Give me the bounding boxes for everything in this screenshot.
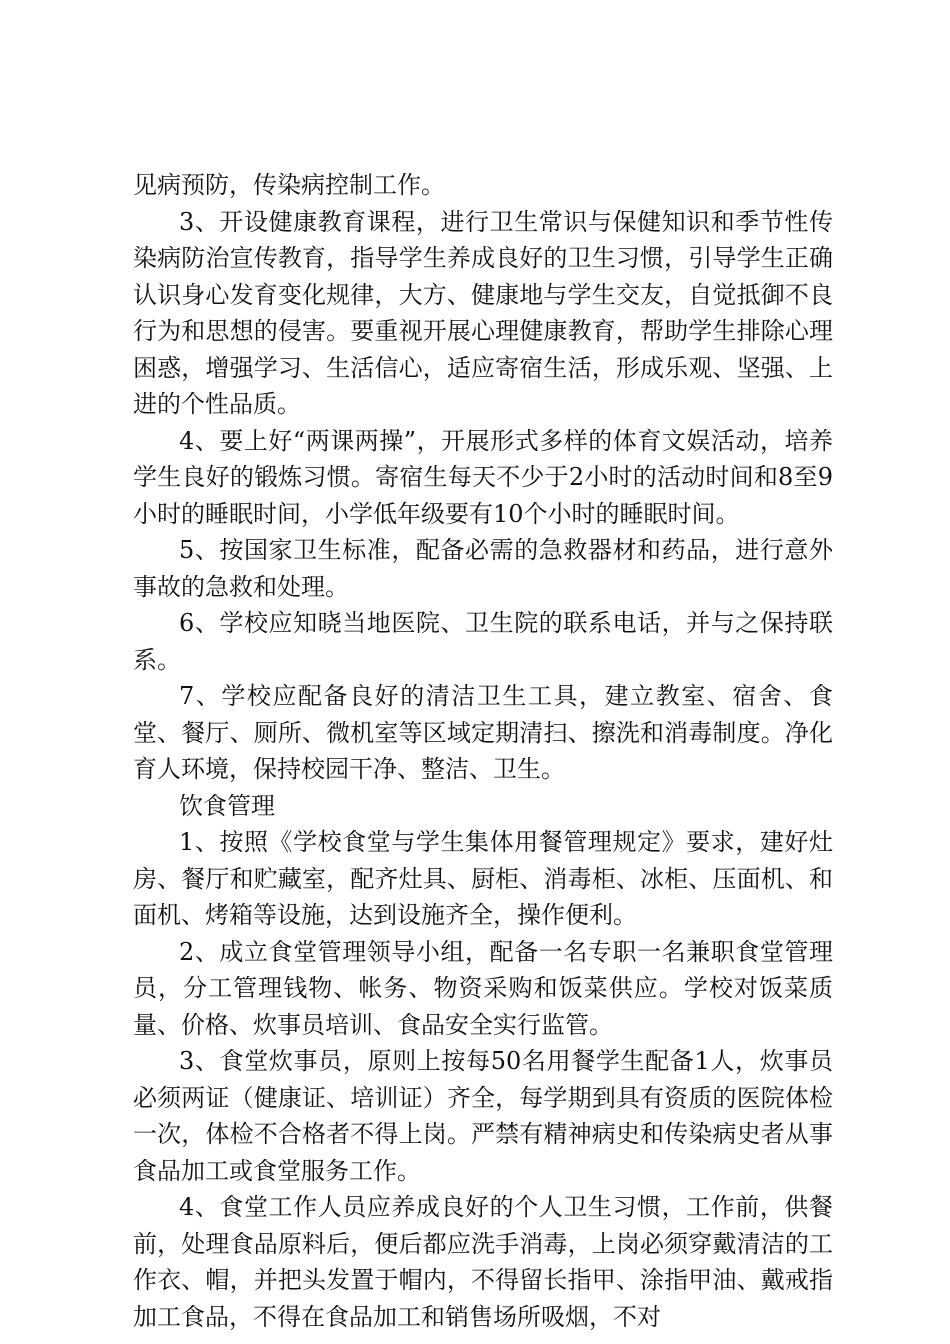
- paragraph-item-3: 3、开设健康教育课程，进行卫生常识与保健知识和季节性传染病防治宣传教育，指导学生养成良好的卫生习惯，引导学生正确认识身心发育变化规律，大方、健康地与学生交友，自觉抵御不良行为和思想的侵害。要重视开展心理健康教育，帮助学生排除心理困惑，增强学习、生活信心，适应寄宿生活，形成乐观、坚强、上进的个性品质。: [133, 207, 833, 418]
- paragraph-diet-item-3: 3、食堂炊事员，原则上按每50名用餐学生配备1人，炊事员必须两证（健康证、培训证）齐全，每学期到具有资质的医院体检一次，体检不合格者不得上岗。严禁有精神病史和传染病史者从事食品加工或食堂服务工作。: [133, 1047, 833, 1185]
- document-body: [133, 167, 833, 1335]
- paragraph-continuation: 见病预防，传染病控制工作。: [133, 171, 445, 199]
- section-heading-diet-management: 饮食管理: [179, 791, 275, 820]
- paragraph-diet-item-4: 4、食堂工作人员应养成良好的个人卫生习惯，工作前，供餐前，处理食品原料后，便后都应洗手消毒，上岗必须穿戴清洁的工作衣、帽，并把头发置于帽内，不得留长指甲、涂指甲油、戴戒指加工食品，不得在食品加工和销售场所吸烟，不对: [133, 1193, 833, 1331]
- paragraph-diet-item-1: 1、按照《学校食堂与学生集体用餐管理规定》要求，建好灶房、餐厅和贮藏室，配齐灶具、厨柜、消毒柜、冰柜、压面机、和面机、烤箱等设施，达到设施齐全，操作便利。: [133, 828, 833, 929]
- paragraph-item-5: 5、按国家卫生标准，配备必需的急救器材和药品，进行意外事故的急救和处理。: [133, 536, 833, 601]
- paragraph-item-4: 4、要上好“两课两操”，开展形式多样的体育文娱活动，培养学生良好的锻炼习惯。寄宿生每天不少于2小时的活动时间和8至9小时的睡眠时间，小学低年级要有10个小时的睡眠时间。: [133, 426, 833, 528]
- paragraph-diet-item-2: 2、成立食堂管理领导小组，配备一名专职一名兼职食堂管理员，分工管理钱物、帐务、物资采购和饭菜供应。学校对饭菜质量、价格、炊事员培训、食品安全实行监管。: [133, 937, 833, 1039]
- paragraph-item-7: 7、学校应配备良好的清洁卫生工具，建立教室、宿舍、食堂、餐厅、厕所、微机室等区域定期清扫、擦洗和消毒制度。净化育人环境，保持校园干净、整洁、卫生。: [133, 682, 833, 783]
- paragraph-item-6: 6、学校应知晓当地医院、卫生院的联系电话，并与之保持联系。: [133, 609, 833, 674]
